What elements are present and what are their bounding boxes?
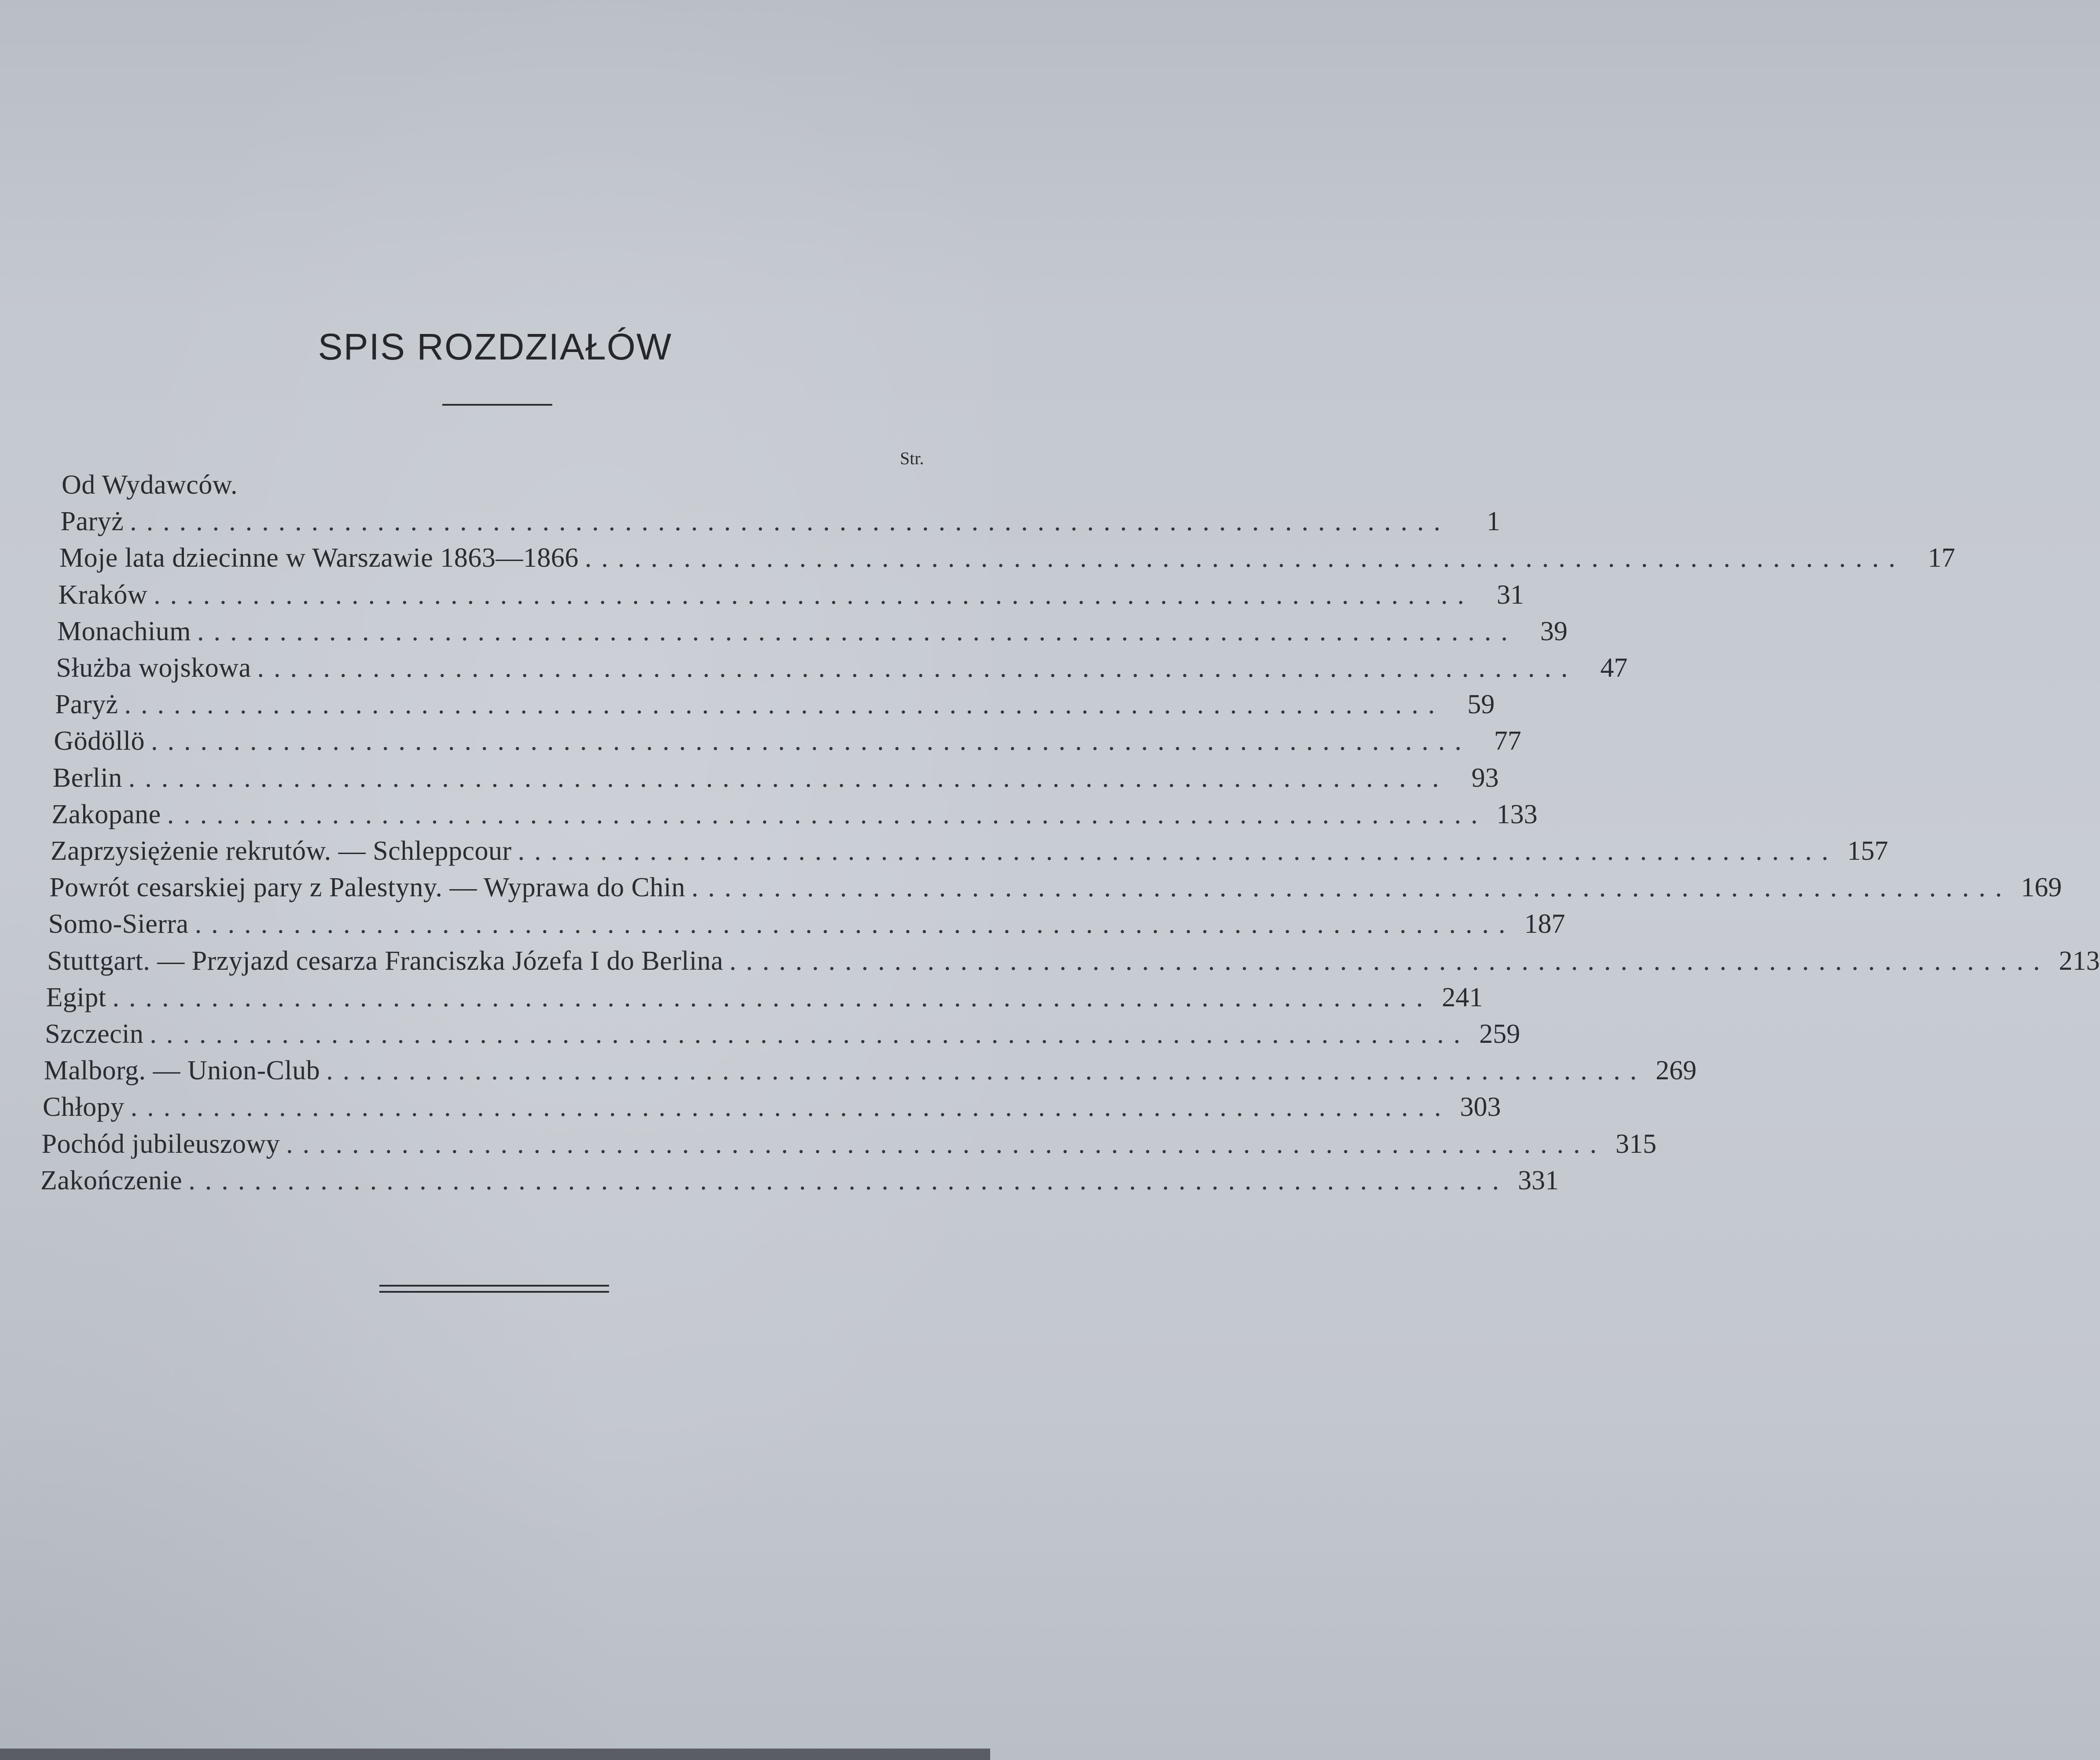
toc-entry — [56, 650, 1628, 686]
toc-dot-leader: ................................................................................ — [326, 1056, 1647, 1086]
toc-entry-page-number: 259 — [1479, 1019, 1520, 1049]
toc-entry-page-number: 59 — [1467, 689, 1495, 720]
toc-entry — [49, 870, 2062, 905]
page-column-label: Str. — [900, 448, 924, 468]
toc-entry-page-number: 269 — [1656, 1056, 1697, 1086]
toc-entry-page-number: 331 — [1518, 1165, 1559, 1195]
toc-dot-leader: ................................................................................ — [130, 506, 1450, 537]
toc-entry-title: Służba wojskowa — [56, 653, 251, 683]
toc-dot-leader: ................................................................................ — [124, 689, 1445, 720]
toc-entry-title: Od Wydawców. — [62, 470, 238, 500]
toc-dot-leader: ................................................................................ — [112, 982, 1433, 1012]
toc-entry-page-number: 315 — [1615, 1129, 1657, 1159]
toc-entry-title: Powrót cesarskiej pary z Palestyny. — Wyprawa do Chin — [49, 873, 686, 903]
toc-entry — [54, 723, 1522, 759]
toc-entry — [47, 943, 2100, 979]
toc-entry-title: Stuttgart. — Przyjazd cesarza Franciszka Józefa I do Berlina — [47, 946, 723, 976]
toc-entry-page-number: 187 — [1524, 909, 1565, 939]
toc-entry-page-number: 169 — [2021, 873, 2062, 903]
toc-entry-page-number: 157 — [1847, 836, 1888, 866]
toc-entry-page-number: 47 — [1600, 653, 1628, 683]
toc-dot-leader: ................................................................................ — [729, 946, 2050, 976]
toc-entry-page-number: 17 — [1927, 543, 1955, 573]
toc-dot-leader: ................................................................................ — [257, 653, 1578, 683]
toc-entry-title: Zakopane — [51, 799, 161, 829]
title-underline — [442, 404, 552, 406]
toc-dot-leader: ................................................................................ — [518, 836, 1838, 866]
toc-entry-page-number: 39 — [1540, 616, 1568, 646]
toc-entry-title: Kraków — [58, 579, 148, 610]
toc-entry — [55, 687, 1495, 722]
toc-dot-leader: ................................................................................ — [584, 543, 1905, 573]
page-title: SPIS ROZDZIAŁÓW — [318, 326, 672, 367]
toc-dot-leader: ................................................................................ — [195, 909, 1515, 939]
toc-entry-page-number: 213 — [2059, 946, 2100, 976]
toc-entry — [62, 467, 938, 502]
toc-entry-title: Gödöllö — [54, 726, 145, 756]
toc-entry-title: Paryż — [60, 506, 124, 537]
toc-entry-title: Paryż — [55, 689, 118, 720]
toc-entry-title: Monachium — [57, 616, 191, 646]
toc-entry-title: Moje lata dziecinne w Warszawie 1863—1866 — [59, 543, 579, 573]
toc-dot-leader: ................................................................................ — [197, 616, 1518, 646]
toc-entry-title: Pochód jubileuszowy — [41, 1129, 280, 1159]
toc-entry — [50, 833, 1888, 869]
toc-entry — [60, 504, 1501, 539]
toc-dot-leader: ................................................................................ — [151, 726, 1472, 756]
toc-dot-leader: ................................................................................ — [128, 763, 1449, 793]
toc-entry-page-number: 31 — [1497, 579, 1524, 610]
toc-dot-leader: ................................................................................ — [150, 1019, 1470, 1049]
toc-entry — [40, 1163, 1559, 1198]
toc-entry — [59, 540, 1955, 576]
toc-entry — [52, 760, 1499, 796]
toc-dot-leader: ................................................................................ — [286, 1129, 1607, 1159]
toc-entry — [43, 1089, 1501, 1125]
toc-entry — [58, 577, 1524, 612]
end-double-rule-bottom — [379, 1291, 609, 1293]
toc-entry-title: Berlin — [52, 763, 122, 793]
toc-entry — [57, 614, 1568, 649]
toc-entry-title: Malborg. — Union-Club — [44, 1056, 320, 1086]
toc-entry-page-number: 303 — [1460, 1092, 1501, 1122]
toc-entry-title: Somo-Sierra — [48, 909, 189, 939]
toc-entry-title: Szczecin — [45, 1019, 144, 1049]
toc-entry-title: Zakończenie — [40, 1165, 183, 1195]
toc-entry-title: Egipt — [46, 982, 106, 1012]
page-shadow-edge — [0, 1749, 990, 1760]
toc-entry-page-number: 241 — [1442, 982, 1483, 1012]
toc-entry — [48, 906, 1565, 942]
toc-entry — [46, 980, 1483, 1015]
toc-entry-page-number: 93 — [1471, 763, 1499, 793]
toc-dot-leader: ................................................................................ — [691, 873, 2012, 903]
toc-entry-title: Zaprzysiężenie rekrutów. — Schleppcour — [50, 836, 512, 866]
toc-entry — [51, 797, 1538, 832]
toc-entry-page-number: 133 — [1496, 799, 1538, 829]
toc-entry — [44, 1053, 1697, 1088]
toc-dot-leader: ................................................................................ — [188, 1165, 1509, 1195]
toc-entry — [41, 1126, 1657, 1162]
toc-dot-leader: ................................................................................ — [130, 1092, 1451, 1122]
end-double-rule-top — [379, 1285, 609, 1287]
toc-entry-title: Chłopy — [43, 1092, 125, 1122]
toc-entry-page-number: 1 — [1487, 506, 1501, 537]
toc-dot-leader: ................................................................................ — [154, 579, 1474, 610]
toc-entry — [45, 1016, 1520, 1052]
toc-dot-leader: ................................................................................ — [167, 799, 1487, 829]
toc-entry-page-number: 77 — [1494, 726, 1522, 756]
